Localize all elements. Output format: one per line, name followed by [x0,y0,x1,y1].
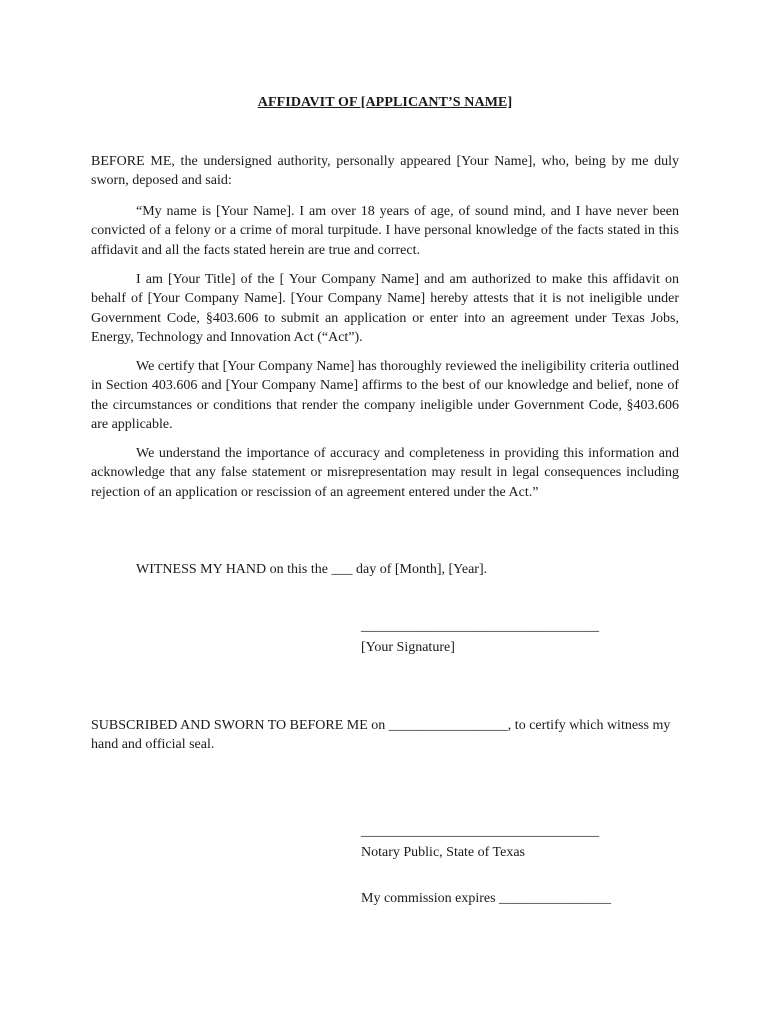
witness-line: WITNESS MY HAND on this the ___ day of [Month], [Year]. [136,562,488,577]
notary-rule: __________________________________ [361,824,599,839]
paragraph-name-statement: “My name is [Your Name]. I am over 18 years of age, of sound mind, and I have never been convicted of a felony or a crime of moral turpitude. I have personal knowledge of the facts stated in this affidavit and all the facts stated herein are true and correct. [91,204,679,258]
paragraph-acknowledgement: We understand the importance of accuracy and completeness in providing this information and acknowledge that any false statement or misrepresentation may result in legal consequences including rejection of an application or rescission of an agreement entered under the Act.” [91,446,679,500]
paragraph-authority: I am [Your Title] of the [ Your Company Name] and am authorized to make this affidavit on behalf of [Your Company Name]. [Your Company Name] hereby attests that it is not ineligible under Government Code, §403.606 to submit an application or enter into an agreement under Texas Jobs, Energy, Technology and Innovation Act (“Act”). [91,272,679,346]
paragraph-certification: We certify that [Your Company Name] has thoroughly reviewed the ineligibility criteria outlined in Section 403.606 and [Your Company Name] affirms to the best of our knowledge and belief, none of the circumstances or conditions that render the company ineligible under Government Code, §403.606 are applicable. [91,359,679,433]
notary-label: Notary Public, State of Texas [361,845,526,860]
commission-expires: My commission expires ________________ [361,891,612,906]
sworn-statement: SUBSCRIBED AND SWORN TO BEFORE ME on _________________, to certify which witness my hand and official seal. [91,718,671,753]
signature-rule: __________________________________ [361,619,599,634]
document-title: AFFIDAVIT OF [APPLICANT’S NAME] [257,95,513,110]
signature-label: [Your Signature] [361,640,455,655]
intro-paragraph: BEFORE ME, the undersigned authority, personally appeared [Your Name], who, being by me duly sworn, deposed and said: [91,154,679,189]
